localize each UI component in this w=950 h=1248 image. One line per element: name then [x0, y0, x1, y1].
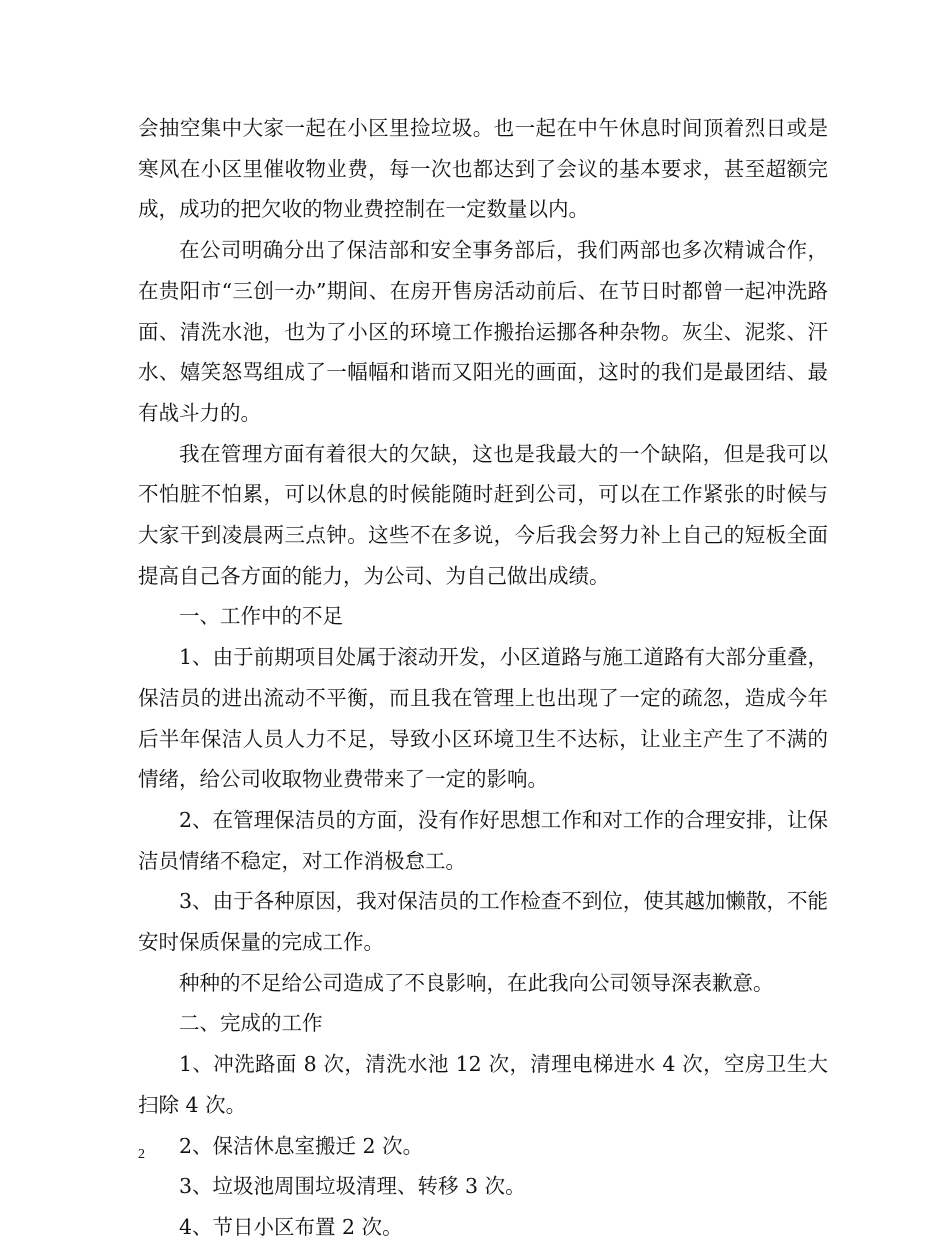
- list-item-completed-2: 2、保洁休息室搬迁 2 次。: [179, 1133, 424, 1158]
- page-number: 2: [138, 1147, 145, 1162]
- paragraph-3: 我在管理方面有着很大的欠缺，这也是我最大的一个缺陷，但是我可以不怕脏不怕累，可以休息的时候能随时赶到公司，可以在工作紧张的时候与大家干到凌晨两三点钟。这些不在多说，今后我会努力补上自己的短板全面提高自己各方面的能力，为公司、为自己做出成绩。: [138, 441, 828, 588]
- section-heading-completed-work: 二、完成的工作: [179, 1011, 323, 1036]
- list-item-shortcoming-1: 1、由于前期项目处属于滚动开发，小区道路与施工道路有大部分重叠，保洁员的进出流动不平衡，而且我在管理上也出现了一定的疏忽，造成今年后半年保洁人员人力不足，导致小区环境卫生不达标，让业主产生了不满的情绪，给公司收取物业费带来了一定的影响。: [138, 645, 828, 792]
- list-item-completed-1: 1、冲洗路面 8 次，清洗水池 12 次，清理电梯进水 4 次，空房卫生大扫除 4 次。: [138, 1052, 828, 1117]
- paragraph-apology: 种种的不足给公司造成了不良影响，在此我向公司领导深表歉意。: [179, 970, 774, 995]
- document-body: [138, 108, 828, 1248]
- section-heading-shortcomings: 一、工作中的不足: [179, 604, 343, 629]
- list-item-completed-4: 4、节日小区布置 2 次。: [179, 1214, 403, 1239]
- paragraph-2: 在公司明确分出了保洁部和安全事务部后，我们两部也多次精诚合作，在贵阳市“三创一办”期间、在房开售房活动前后、在节日时都曾一起冲洗路面、清洗水池，也为了小区的环境工作搬抬运挪各种杂物。灰尘、泥浆、汗水、嬉笑怒骂组成了一幅幅和谐而又阳光的画面，这时的我们是最团结、最有战斗力的。: [138, 238, 828, 425]
- paragraph-1: 会抽空集中大家一起在小区里捡垃圾。也一起在中午休息时间顶着烈日或是寒风在小区里催收物业费，每一次也都达到了会议的基本要求，甚至超额完成，成功的把欠收的物业费控制在一定数量以内。: [138, 116, 828, 222]
- list-item-shortcoming-2: 2、在管理保洁员的方面，没有作好思想工作和对工作的合理安排，让保洁员情绪不稳定，对工作消极怠工。: [138, 807, 828, 873]
- list-item-shortcoming-3: 3、由于各种原因，我对保洁员的工作检查不到位，使其越加懒散，不能安时保质保量的完成工作。: [138, 889, 828, 955]
- list-item-completed-3: 3、垃圾池周围垃圾清理、转移 3 次。: [179, 1174, 526, 1199]
